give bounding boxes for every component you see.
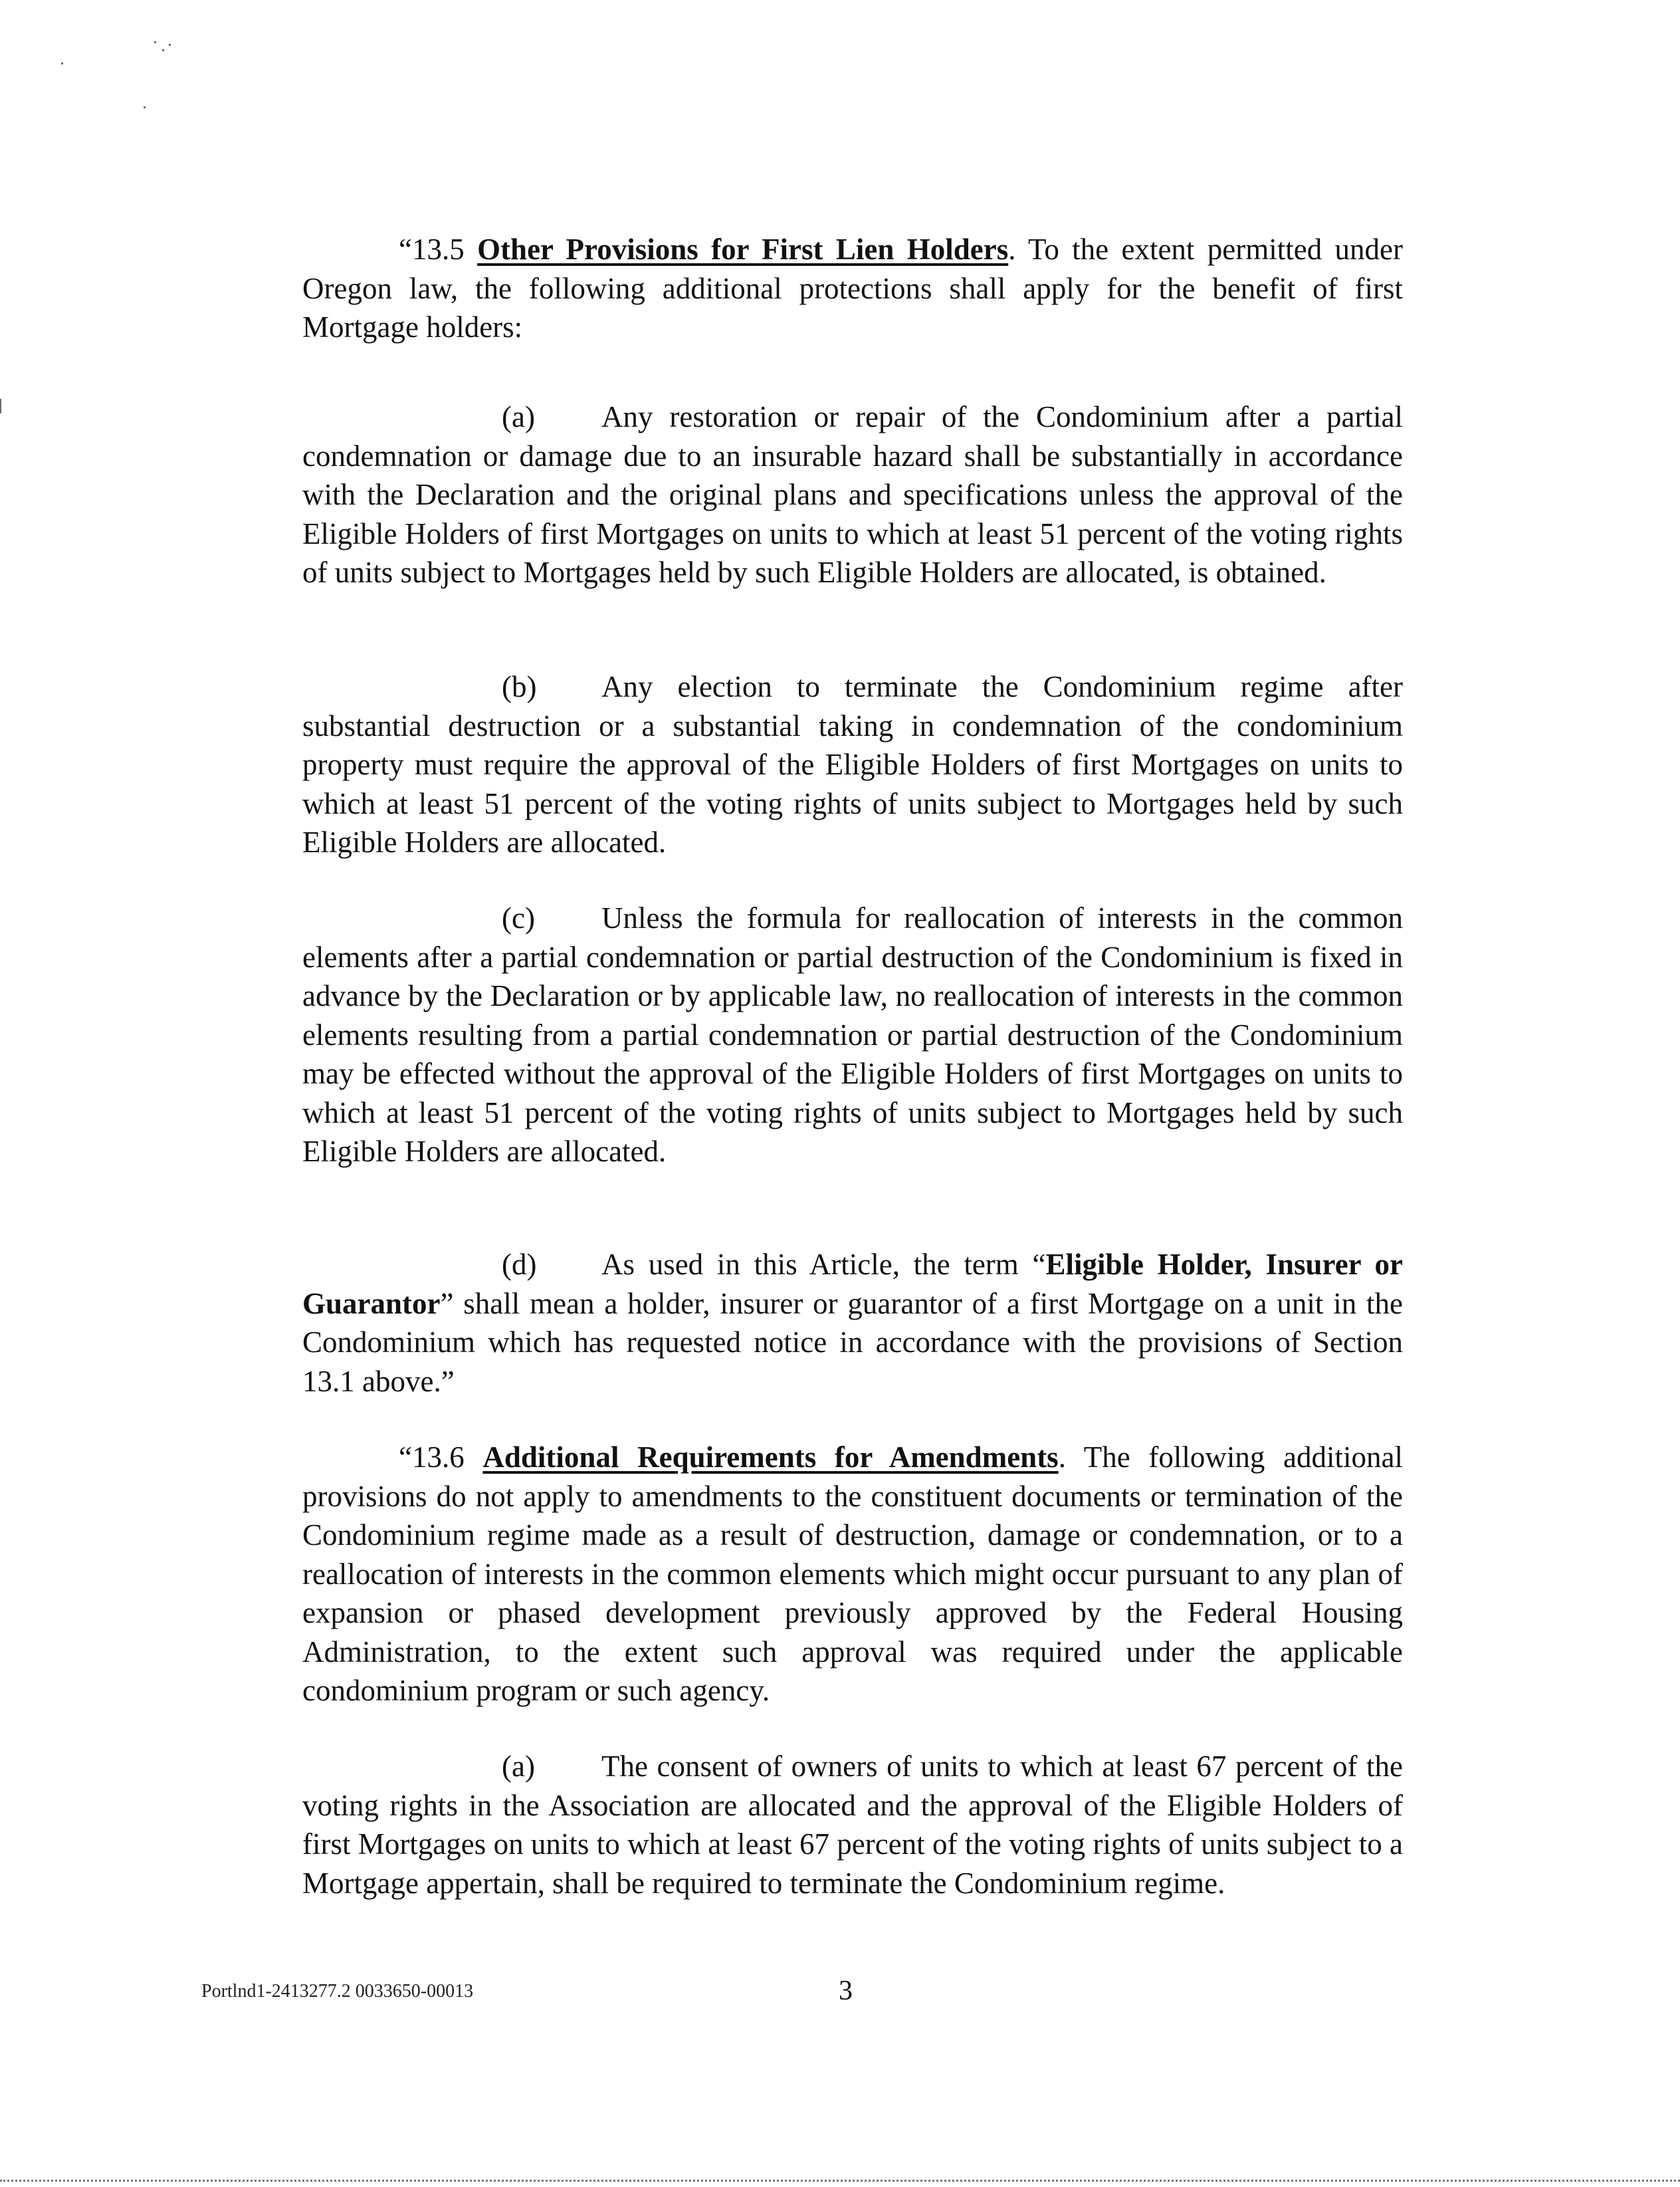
clause-text: The consent of owners of units to which at least 67 percent of the voting rights in the Association are allocated and the approval of the Eligible Holders of first Mortgages on units to which at least 67 percent of the voting rights of units subject to a Mortgage appertain, shall be required to terminate the Condominium regime. (302, 1750, 1403, 1900)
section-13-5-intro (302, 230, 1403, 347)
clause-label: (a) (502, 400, 535, 433)
clause-label: (d) (502, 1248, 537, 1281)
clause-label: (c) (502, 901, 535, 935)
section-13-6-text: . The following additional provisions do not apply to amendments to the constituent documents or termination of the Condominium regime made as a result of destruction, damage or condemnation, or to a reallocation of interests in the common elements which might occur pursuant to any plan of expansion or phased development previously approved by the Federal Housing Administration, to the extent such approval was required under the applicable condominium program or such agency. (302, 1440, 1403, 1707)
clause-text: Any restoration or repair of the Condominium after a partial condemnation or damage due to an insurable hazard shall be substantially in accordance with the Declaration and the original plans and specifications unless the approval of the Eligible Holders of first Mortgages on units to which at least 51 percent of the voting rights of units subject to Mortgages held by such Eligible Holders are allocated, is obtained. (302, 400, 1403, 589)
scan-speck (169, 44, 171, 46)
clause-text: Any election to terminate the Condominium regime after substantial destruction or a substantial taking in condemnation of the condominium property must require the approval of the Eligible Holders of first Mortgages on units to which at least 51 percent of the voting rights of units subject to Mortgages held by such Eligible Holders are allocated. (302, 670, 1403, 859)
scan-speck (154, 41, 156, 43)
section-13-5-a (302, 398, 1403, 592)
section-13-6-intro (302, 1438, 1403, 1710)
section-13-6-number: “13.6 (399, 1440, 483, 1474)
section-13-6-heading: Additional Requirements for Amendments (482, 1440, 1059, 1474)
defined-term: Eligible Holder, Insurer or Guarantor (302, 1248, 1404, 1320)
scan-speck (162, 49, 164, 51)
page-number: 3 (839, 1976, 853, 2006)
section-13-5-d (302, 1245, 1403, 1401)
clause-text: Unless the formula for reallocation of interests in the common elements after a partial condemnation or partial destruction of the Condominium is fixed in advance by the Declaration or by applicable law, no reallocation of interests in the common elements resulting from a partial condemnation or partial destruction of the Condominium may be effected without the approval of the Eligible Holders of first Mortgages on units to which at least 51 percent of the voting rights of units subject to Mortgages held by such Eligible Holders are allocated. (302, 901, 1403, 1168)
section-13-5-number: “13.5 (399, 233, 478, 266)
clause-text-pre: As used in this Article, the term “ (601, 1248, 1046, 1281)
section-13-5-c (302, 899, 1403, 1171)
clause-label: (b) (502, 670, 537, 703)
section-13-5-b (302, 667, 1403, 862)
section-13-6-a (302, 1747, 1403, 1902)
clause-label: (a) (502, 1750, 535, 1783)
section-13-5-text: . To the extent permitted under Oregon law, the following additional protections shall apply for the benefit of first Mortgage holders: (302, 233, 1404, 344)
scan-bottom-edge (0, 2180, 1680, 2182)
document-id: Portlnd1-2413277.2 0033650-00013 (201, 1981, 474, 2002)
section-13-5-heading: Other Provisions for First Lien Holders (477, 233, 1009, 266)
clause-text-post: ” shall mean a holder, insurer or guarantor of a first Mortgage on a unit in the Condominium which has requested notice in accordance with the provisions of Section 13.1 above.” (302, 1286, 1403, 1398)
scan-speck (61, 62, 63, 64)
scan-speck (144, 106, 146, 108)
scan-left-edge (0, 399, 1, 413)
